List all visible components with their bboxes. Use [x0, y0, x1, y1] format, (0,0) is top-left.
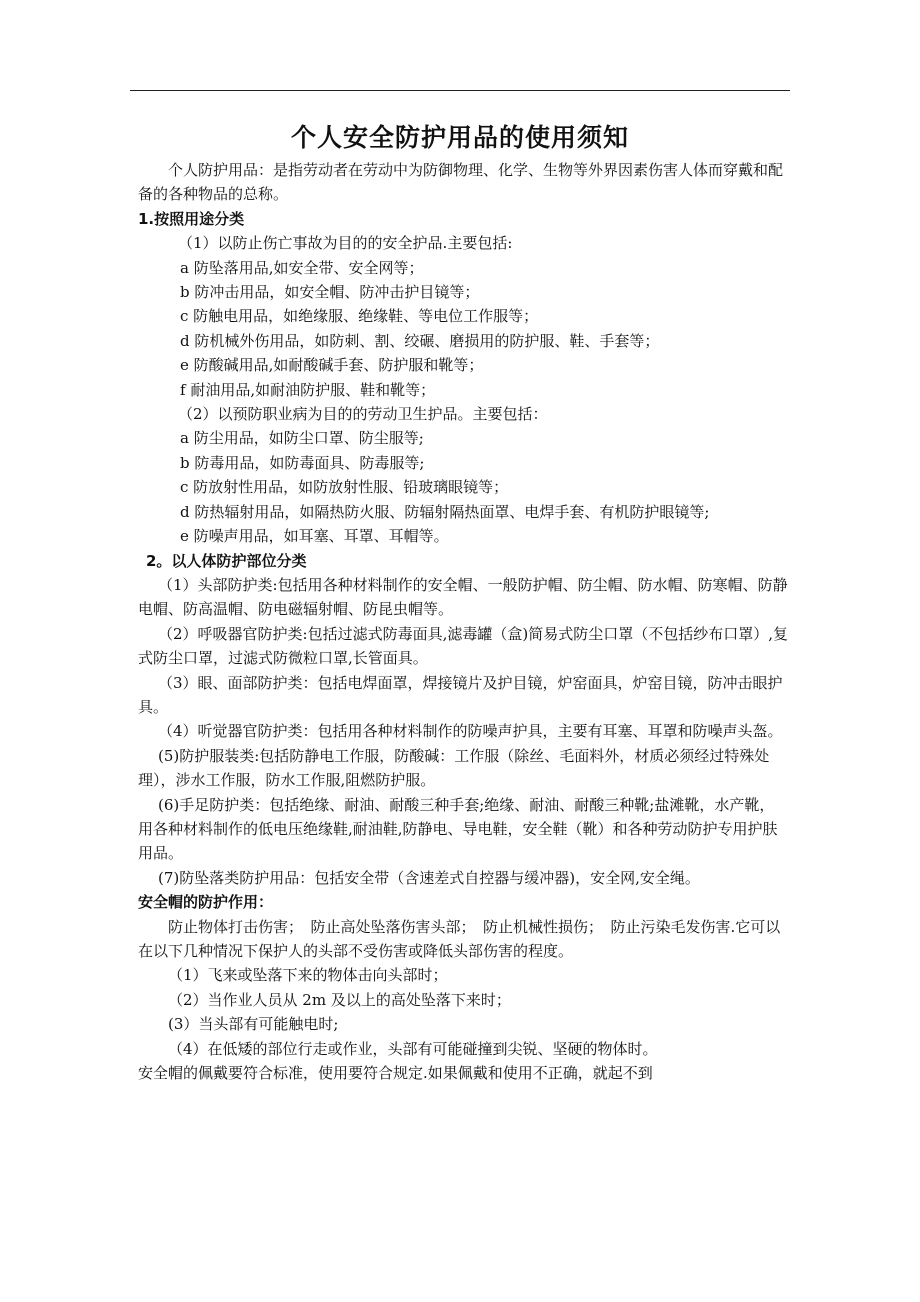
list-item: c 防放射性用品，如防放射性服、铅玻璃眼镜等；: [180, 478, 509, 497]
list-item: f 耐油用品,如耐油防护服、鞋和靴等；: [180, 380, 436, 399]
list-item: (6)手足防护类：包括绝缘、耐油、耐酸三种手套;绝缘、耐油、耐酸三种靴;盐滩靴，水产靴，用各种材料制作的低电压绝缘鞋,耐油鞋,防静电、导电鞋，安全鞋（靴）和各种劳动防护专用护肤用品。: [138, 795, 778, 863]
list-item: e 防噪声用品，如耳塞、耳罩、耳帽等。: [180, 527, 449, 546]
list-item: (3）当头部有可能触电时;: [168, 1015, 339, 1034]
document-body: [138, 158, 788, 1085]
intro-paragraph: 个人防护用品：是指劳动者在劳动中为防御物理、化学、生物等外界因素伤害人体而穿戴和配备的各种物品的总称。: [138, 161, 784, 204]
list-item: (7)防坠落类防护用品：包括安全带（含速差式自控器与缓冲器)，安全网,安全绳。: [158, 868, 700, 887]
list-item: c 防触电用品，如绝缘服、绝缘鞋、等电位工作服等；: [180, 307, 539, 326]
subheading-health-products: （2）以预防职业病为目的的劳动卫生护品。主要包括：: [178, 405, 548, 424]
section-heading-by-use: 1.按照用途分类: [138, 209, 245, 228]
header-rule: [130, 90, 790, 91]
list-item: （1）头部防护类:包括用各种材料制作的安全帽、一般防护帽、防尘帽、防水帽、防寒帽、防静电帽、防高温帽、防电磁辐射帽、防昆虫帽等。: [138, 575, 788, 619]
list-item: （4）听觉器官防护类：包括用各种材料制作的防噪声护具，主要有耳塞、耳罩和防噪声头盔。: [158, 722, 783, 741]
list-item: d 防机械外伤用品，如防刺、割、绞碾、磨损用的防护服、鞋、手套等；: [180, 331, 660, 350]
helmet-paragraph: 防止物体打击伤害； 防止高处坠落伤害头部； 防止机械性损伤； 防止污染毛发伤害.它可以在以下几种情况下保护人的头部不受伤害或降低头部伤害的程度。: [138, 917, 781, 960]
list-item: （2）当作业人员从 2m 及以上的高处坠落下来时；: [168, 990, 511, 1009]
list-item: a 防尘用品，如防尘口罩、防尘服等;: [180, 429, 424, 448]
list-item: （4）在低矮的部位行走或作业，头部有可能碰撞到尖锐、坚硬的物体时。: [168, 1039, 658, 1058]
list-item: （2）呼吸器官防护类:包括过滤式防毒面具,滤毒罐（盒)简易式防尘口罩（不包括纱布口罩）,复式防尘口罩，过滤式防微粒口罩,长管面具。: [138, 624, 788, 668]
list-item: （1）飞来或坠落下来的物体击向头部时；: [168, 966, 448, 985]
list-item: a 防坠落用品,如安全带、安全网等；: [180, 258, 424, 277]
list-item: d 防热辐射用品，如隔热防火服、防辐射隔热面罩、电焊手套、有机防护眼镜等;: [180, 502, 710, 521]
section-heading-helmet: 安全帽的防护作用：: [138, 893, 274, 912]
subheading-safety-products: （1）以防止伤亡事故为目的的安全护品.主要包括:: [178, 234, 513, 253]
list-item: （3）眼、面部防护类：包括电焊面罩，焊接镜片及护目镜，炉窑面具，炉窑目镜，防冲击眼护具。: [138, 673, 783, 716]
list-item: b 防冲击用品，如安全帽、防冲击护目镜等；: [180, 283, 480, 302]
list-item: b 防毒用品，如防毒面具、防毒服等;: [180, 453, 425, 472]
list-item: (5)防护服装类:包括防静电工作服，防酸碱：工作服（除丝、毛面料外，材质必须经过特殊处理），涉水工作服，防水工作服,阻燃防护服。: [138, 746, 770, 790]
list-item: e 防酸碱用品,如耐酸碱手套、防护服和靴等；: [180, 356, 484, 375]
closing-paragraph: 安全帽的佩戴要符合标准，使用要符合规定.如果佩戴和使用不正确，就起不到: [138, 1064, 653, 1083]
section-heading-by-body-part: 2。以人体防护部位分类: [146, 551, 307, 570]
page-title: 个人安全防护用品的使用须知: [290, 123, 629, 152]
